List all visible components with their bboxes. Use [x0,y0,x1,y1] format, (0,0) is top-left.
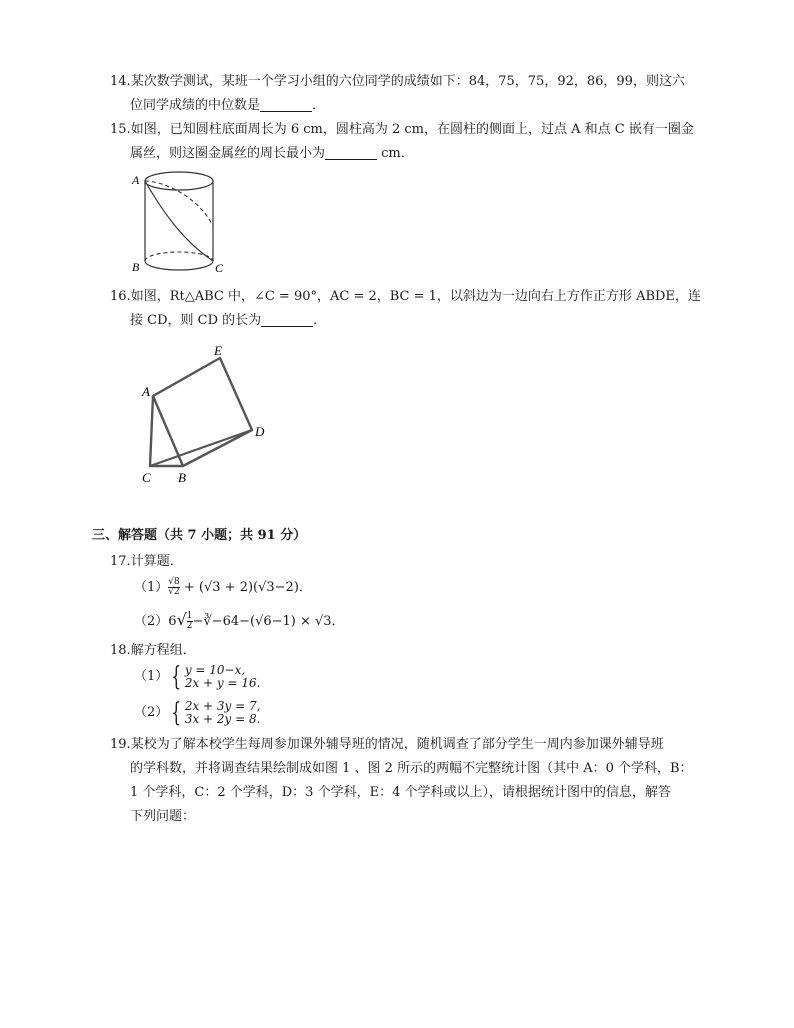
question-text: 如图，已知圆柱底面周长为 6 cm，圆柱高为 2 cm，在圆柱的侧面上，过点 A 和点 C 嵌有一圈金 [130,122,694,137]
question-text: 某次数学测试，某班一个学习小组的六位同学的成绩如下：84，75，75，92，86，99，则这六 [130,74,685,89]
question-number: 15. [110,122,131,137]
fraction [168,578,179,597]
question-text: 属丝，则这圈金属丝的周长最小为 [130,146,326,161]
label-A: A [132,173,140,187]
equation-system [185,664,261,690]
numerator: √8 [168,577,180,587]
equation: y = 10−x, [184,663,246,677]
equation: 2x + y = 16. [184,676,261,690]
brace-icon: { [171,662,182,692]
section-heading: 三、解答题（共 7 小题；共 91 分） [92,528,307,543]
unit-text: cm． [377,146,414,161]
expression-text: −∛−64−(√6−1) × √3． [192,614,345,629]
cylinder-figure [128,166,228,278]
question-title: 解方程组． [130,643,196,658]
coefficient: 6 [168,614,177,629]
label-E: E [214,343,222,358]
label-C: C [215,261,224,275]
part-label: （1） [134,580,169,595]
numerator: 1 [186,611,193,621]
question-14 [110,70,685,118]
question-number: 18. [110,643,131,658]
cylinder-top-ellipse [145,172,213,190]
question-number: 16. [110,289,131,304]
question-text: 的学科数，并将调查结果绘制成如图 1 、图 2 所示的两幅不完整统计图（其中 A：0 个学科，B： [130,761,693,776]
question-text: 接 CD，则 CD 的长为 [130,313,262,328]
q18-part-2 [134,700,260,726]
question-text: 如图，Rt△ABC 中，∠C = 90°，AC = 2，BC = 1，以斜边为一边向右上方作正方形 ABDE，连 [130,289,701,304]
q17-part-1 [134,578,312,598]
question-number: 19. [110,737,131,752]
square-triangle-figure [136,340,276,490]
question-number: 14. [110,74,131,89]
question-text: 1 个学科，C：2 个学科，D：3 个学科，E：4 个学科或以上），请根据统计图中的信息，解答 [130,785,671,800]
answer-blank[interactable] [260,97,312,112]
question-17 [110,550,183,574]
denominator: √2 [168,587,180,597]
label-C: C [142,470,151,485]
question-16 [110,285,701,333]
label-A: A [142,384,150,399]
square-ABDE [153,358,252,466]
part-label: （1） [134,669,169,684]
question-19 [110,733,693,829]
q18-part-1 [134,664,260,690]
label-B: B [178,470,186,485]
part-label: （2） [134,705,169,720]
expression-text: + (√3 + 2)(√3−2)． [179,580,312,595]
part-label: （2） [134,614,169,629]
cylinder-bottom-front [145,261,213,270]
equation: 2x + 3y = 7, [184,699,261,713]
equation: 3x + 2y = 8. [184,712,261,726]
wire-front [145,181,213,261]
brace-icon: { [171,698,182,728]
segment-CD [150,430,252,466]
q17-part-2 [134,610,345,632]
question-18 [110,639,196,663]
question-number: 17. [110,554,131,569]
answer-blank[interactable] [325,145,377,160]
punctuation: ． [313,313,327,328]
label-B: B [132,260,140,274]
question-15 [110,118,694,166]
punctuation: ． [312,98,326,113]
question-title: 计算题． [130,554,183,569]
question-text: 位同学成绩的中位数是 [130,98,261,113]
label-D: D [255,424,265,439]
denominator: 2 [186,621,193,631]
equation-system [185,700,261,726]
question-text: 下列问题： [130,809,196,824]
answer-blank[interactable] [261,312,313,327]
question-text: 某校为了解本校学生每周参加课外辅导班的情况，随机调查了部分学生一周内参加课外辅导班 [130,737,664,752]
sqrt-sign-icon: √ [176,610,187,629]
